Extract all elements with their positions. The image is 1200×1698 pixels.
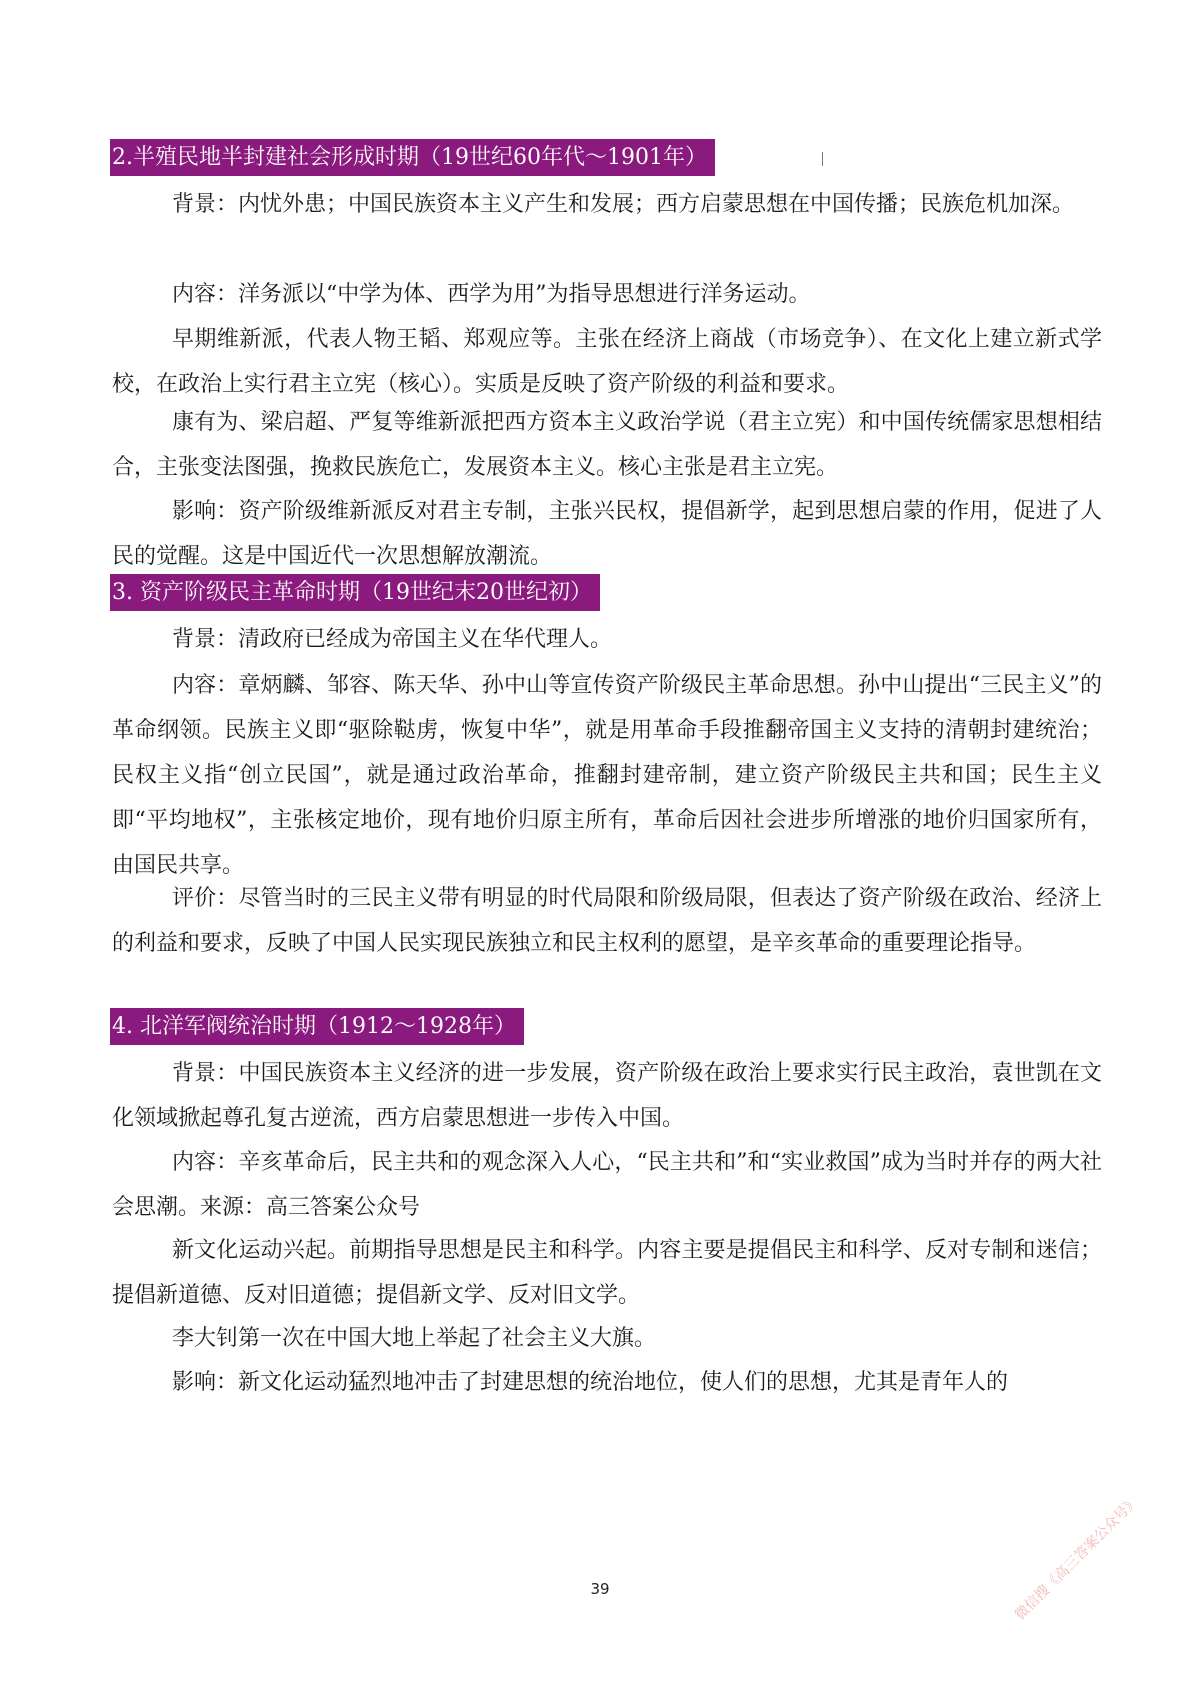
section-heading-4: 4. 北洋军阀统治时期（1912～1928年） — [110, 1008, 524, 1045]
paragraph-impact-4: 影响：新文化运动猛烈地冲击了封建思想的统治地位，使人们的思想，尤其是青年人的 — [172, 1370, 1009, 1395]
paragraph-impact-2: 影响：资产阶级维新派反对君主专制，主张兴民权，提倡新学，起到思想启蒙的作用，促进了人民的觉醒。这是中国近代一次思想解放潮流。 — [112, 499, 1102, 569]
paragraph-background-4: 背景：中国民族资本主义经济的进一步发展，资产阶级在政治上要求实行民主政治，袁世凯在文化领域掀起尊孔复古逆流，西方启蒙思想进一步传入中国。 — [112, 1061, 1102, 1131]
paragraph-content-4: 内容：辛亥革命后，民主共和的观念深入人心，“民主共和”和“实业救国”成为当时并存的两大社会思潮。来源：高三答案公众号 — [112, 1150, 1102, 1220]
paragraph-content-3: 内容：章炳麟、邹容、陈天华、孙中山等宣传资产阶级民主革命思想。孙中山提出“三民主义”的革命纲领。民族主义即“驱除鞑虏，恢复中华”，就是用革命手段推翻帝国主义支持的清朝封建统治；民权主义指“创立民国”，就是通过政治革命，推翻封建帝制，建立资产阶级民主共和国；民生主义即“平均地权”，主张核定地价，现有地价归原主所有，革命后因社会进步所增涨的地价归国家所有，由国民共享。 — [112, 673, 1102, 878]
paragraph-li-dazhao: 李大钊第一次在中国大地上举起了社会主义大旗。 — [172, 1326, 657, 1351]
margin-mark — [822, 152, 823, 166]
page-number: 39 — [590, 1580, 610, 1598]
paragraph-early-reform: 早期维新派，代表人物王韬、郑观应等。主张在经济上商战（市场竞争）、在文化上建立新式学校，在政治上实行君主立宪（核心）。实质是反映了资产阶级的利益和要求。 — [112, 327, 1102, 397]
paragraph-background-3: 背景：清政府已经成为帝国主义在华代理人。 — [172, 627, 613, 652]
watermark: 微信搜《高三答案公众号》 — [1012, 1493, 1143, 1624]
section-heading-3: 3. 资产阶级民主革命时期（19世纪末20世纪初） — [110, 574, 600, 611]
paragraph-content-2: 内容：洋务派以“中学为体、西学为用”为指导思想进行洋务运动。 — [172, 282, 811, 307]
paragraph-background-2: 背景：内忧外患；中国民族资本主义产生和发展；西方启蒙思想在中国传播；民族危机加深。 — [172, 192, 1075, 217]
paragraph-new-culture: 新文化运动兴起。前期指导思想是民主和科学。内容主要是提倡民主和科学、反对专制和迷信；提倡新道德、反对旧道德；提倡新文学、反对旧文学。 — [112, 1238, 1102, 1308]
paragraph-evaluation-3: 评价：尽管当时的三民主义带有明显的时代局限和阶级局限，但表达了资产阶级在政治、经济上的利益和要求，反映了中国人民实现民族独立和民主权利的愿望，是辛亥革命的重要理论指导。 — [112, 886, 1102, 956]
section-heading-2: 2.半殖民地半封建社会形成时期（19世纪60年代～1901年） — [110, 139, 715, 176]
paragraph-kang-liang: 康有为、梁启超、严复等维新派把西方资本主义政治学说（君主立宪）和中国传统儒家思想相结合，主张变法图强，挽救民族危亡，发展资本主义。核心主张是君主立宪。 — [112, 410, 1102, 480]
